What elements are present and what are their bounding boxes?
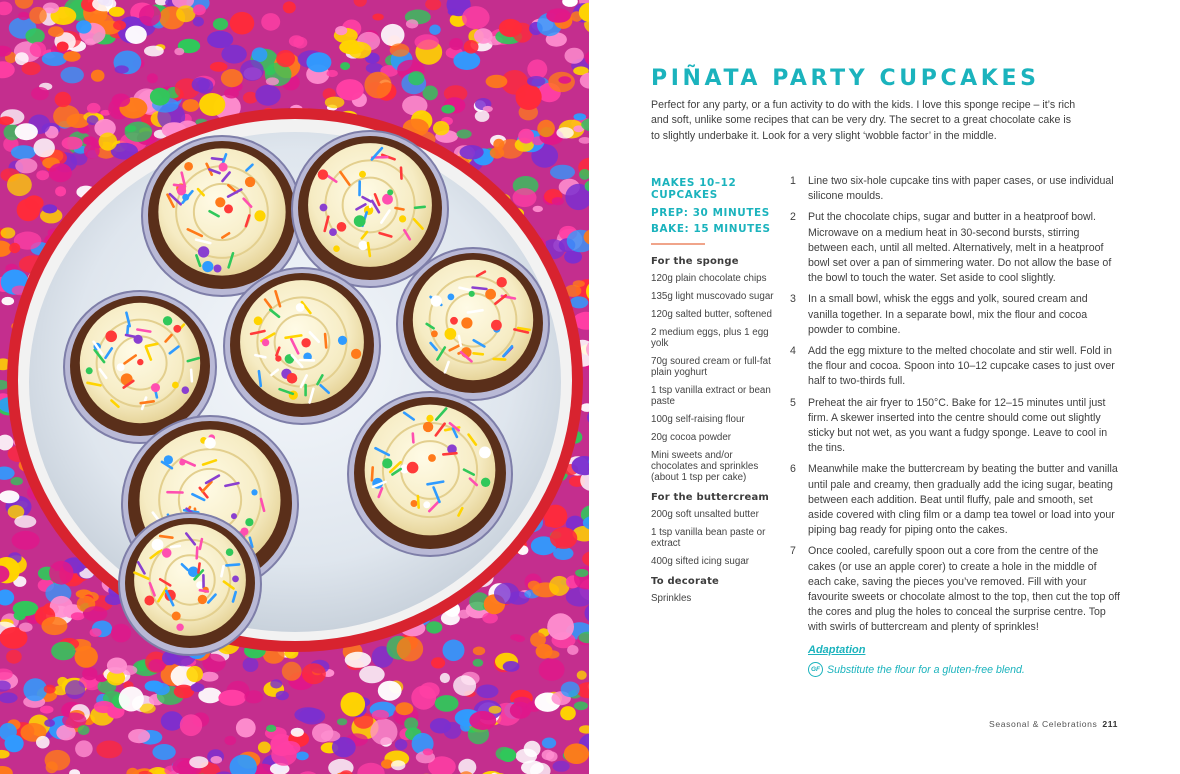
step-text: Once cooled, carefully spoon out a core from the centre of the cakes (or use an apple corer) to create a hole in the middle of each cake, saving the pieces you’ve removed. Fill with your favourite sweets or chocolate almost to the top, then cut the top off the cores and plug the holes to conceal the surprise centre. Top with swirls of buttercream and plenty of sprinkles! <box>808 545 1120 634</box>
recipe-page <box>589 0 1180 774</box>
cupcake <box>224 268 380 424</box>
ingredient-item: Mini sweets and/or chocolates and sprinkles (about 1 tsp per cake) <box>651 450 759 483</box>
adaptation-text: Substitute the flour for a gluten-free blend. <box>827 663 1025 676</box>
page-footer <box>989 719 1118 729</box>
method-step <box>790 544 1120 635</box>
meta-divider <box>651 243 705 245</box>
method-step <box>790 462 1120 538</box>
cupcakes-photo <box>0 0 589 774</box>
method-step <box>790 174 1120 204</box>
step-text: Meanwhile make the buttercream by beating the butter and vanilla until pale and creamy, then gradually add the icing sugar, beating between each addition. Beat until fluffy, pale and smooth, set aside covered with cling film or a damp tea towel or load into your piping bag ready for piping onto the cakes. <box>808 463 1118 537</box>
ingredient-item: 120g salted butter, softened <box>651 309 772 320</box>
buttercream-heading: For the buttercream <box>651 492 770 503</box>
step-number: 4 <box>790 345 796 358</box>
ingredient-item: Sprinkles <box>651 593 692 604</box>
adaptation-heading: Adaptation <box>808 644 866 656</box>
makes-line-2: CUPCAKES <box>651 189 718 201</box>
ingredient-item: 2 medium eggs, plus 1 egg yolk <box>651 327 769 349</box>
recipe-meta <box>651 177 771 237</box>
makes-line-1: MAKES 10–12 <box>651 177 737 189</box>
decorate-heading: To decorate <box>651 576 720 587</box>
ingredient-item: 135g light muscovado sugar <box>651 291 774 302</box>
cupcake <box>119 513 261 655</box>
step-text: In a small bowl, whisk the eggs and yolk, soured cream and vanilla together. In a separate bowl, mix the flour and cocoa powder to combine. <box>808 293 1088 336</box>
step-number: 2 <box>790 211 796 224</box>
page-number: 211 <box>1102 719 1119 729</box>
prep-time: PREP: 30 MINUTES <box>651 207 770 219</box>
sponge-heading: For the sponge <box>651 256 739 267</box>
step-number: 7 <box>790 545 796 558</box>
ingredient-item: 70g soured cream or full-fat plain yoghurt <box>651 356 771 378</box>
ingredients-list <box>651 256 781 611</box>
ingredient-item: 1 tsp vanilla extract or bean paste <box>651 385 771 407</box>
ingredient-item: 100g self-raising flour <box>651 414 745 425</box>
recipe-title: PIÑATA PARTY CUPCAKES <box>651 66 1040 91</box>
step-text: Line two six-hole cupcake tins with paper cases, or use individual silicone moulds. <box>808 175 1114 203</box>
ingredient-item: 20g cocoa powder <box>651 432 732 443</box>
step-number: 5 <box>790 396 796 409</box>
step-number: 1 <box>790 175 796 187</box>
adaptation-note <box>808 662 1025 677</box>
bake-time: BAKE: 15 MINUTES <box>651 223 771 235</box>
method-steps <box>790 174 1120 642</box>
ingredient-item: 120g plain chocolate chips <box>651 273 767 284</box>
ingredient-item: 1 tsp vanilla bean paste or extract <box>651 527 766 549</box>
cupcake <box>397 248 549 400</box>
step-text: Add the egg mixture to the melted chocolate and stir well. Fold in the flour and cocoa. Spoon into 10–12 cupcake cases to just over half to two-thirds full. <box>808 345 1115 388</box>
step-number: 3 <box>790 293 796 306</box>
gluten-free-icon: GF <box>808 662 823 677</box>
section-name: Seasonal & Celebrations <box>989 719 1098 729</box>
step-number: 6 <box>790 463 796 476</box>
recipe-intro: Perfect for any party, or a fun activity to do with the kids. I love this sponge recipe – it’s rich and soft, unlike some recipes that can be very dry. The secret to a great chocolate cake is to slightly underbake it. Look for a very slight ‘wobble factor’ in the middle. <box>651 99 1076 142</box>
ingredient-item: 400g sifted icing sugar <box>651 556 750 567</box>
ingredient-item: 200g soft unsalted butter <box>651 509 759 520</box>
step-text: Preheat the air fryer to 150°C. Bake for 12–15 minutes until just firm. A skewer inserted into the centre should come out slightly sticky but not wet, as you want a fudgy sponge. Leave to cool in the tins. <box>808 396 1108 455</box>
cupcake <box>292 131 448 287</box>
method-step <box>790 292 1120 338</box>
cupcakes-illustration <box>0 0 589 774</box>
method-step <box>790 344 1120 390</box>
step-text: Put the chocolate chips, sugar and butter in a heatproof bowl. Microwave on a medium heat in 30-second bursts, stirring between each, until all melted. Alternatively, melt in a heatproof bowl set over a pan of simmering water. Do not allow the base of the bowl to touch the water. Set aside to cool slightly. <box>808 211 1112 285</box>
cupcake <box>348 392 512 556</box>
method-step <box>790 396 1120 457</box>
method-step <box>790 210 1120 286</box>
